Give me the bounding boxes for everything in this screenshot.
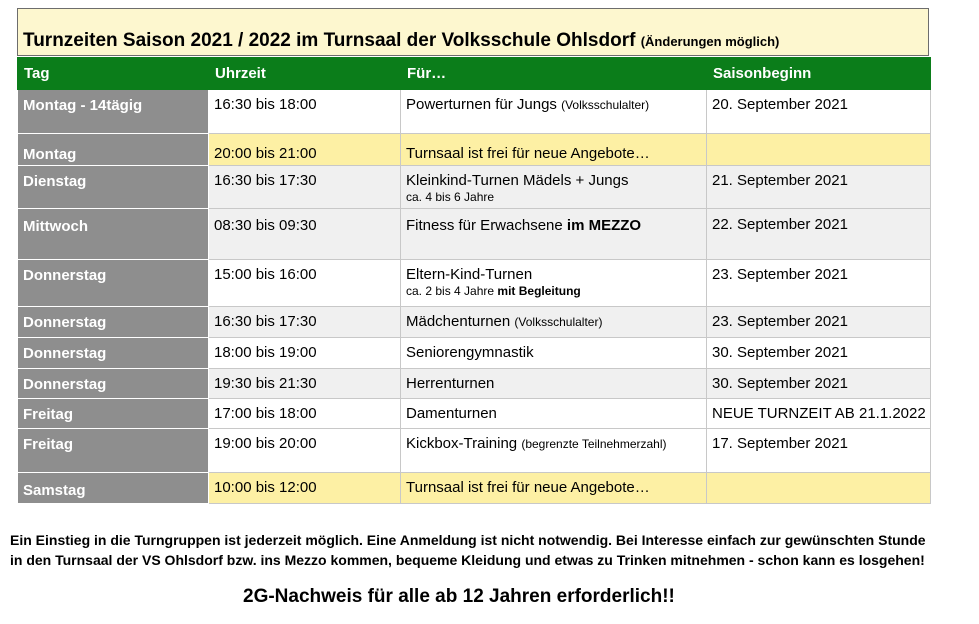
activity-cell: Turnsaal ist frei für neue Angebote… xyxy=(401,134,707,166)
activity-cell: Herrenturnen xyxy=(401,369,707,399)
start-cell: 23. September 2021 xyxy=(707,260,931,307)
activity-sub: ca. 4 bis 6 Jahre xyxy=(406,190,495,204)
activity-sub xyxy=(406,284,701,299)
title-text: Turnzeiten Saison 2021 / 2022 im Turnsaal der Volksschule Ohlsdorf xyxy=(23,30,636,51)
title-note: (Änderungen möglich) xyxy=(640,34,780,49)
activity-cell xyxy=(401,209,707,260)
activity-bold: im MEZZO xyxy=(566,217,642,234)
day-cell: Mittwoch xyxy=(18,209,209,260)
table-row xyxy=(18,260,931,307)
start-cell: 17. September 2021 xyxy=(707,429,931,473)
activity-text: Powerturnen für Jungs xyxy=(406,96,557,113)
activity-text: Mädchenturnen xyxy=(406,313,511,330)
day-cell: Montag xyxy=(18,134,209,166)
time-cell: 18:00 bis 19:00 xyxy=(209,338,401,369)
start-cell: 22. September 2021 xyxy=(707,209,931,260)
time-cell: 16:30 bis 17:30 xyxy=(209,307,401,338)
activity-text: Kleinkind-Turnen Mädels + Jungs xyxy=(406,172,629,189)
activity-cell xyxy=(401,260,707,307)
day-cell: Samstag xyxy=(18,473,209,504)
footer-line: Ein Einstieg in die Turngruppen ist jederzeit möglich. Eine Anmeldung ist nicht notwendig. Bei Interesse einfach zur gewünschten Stunde xyxy=(10,532,926,548)
day-cell: Montag - 14tägig xyxy=(18,90,209,134)
start-cell: 30. September 2021 xyxy=(707,369,931,399)
time-cell: 19:00 bis 20:00 xyxy=(209,429,401,473)
table-row xyxy=(18,473,931,504)
time-cell: 10:00 bis 12:00 xyxy=(209,473,401,504)
table-row xyxy=(18,429,931,473)
activity-text: Fitness für Erwachsene xyxy=(406,217,563,234)
start-cell: 30. September 2021 xyxy=(707,338,931,369)
activity-cell: Turnsaal ist frei für neue Angebote… xyxy=(401,473,707,504)
activity-cell xyxy=(401,429,707,473)
table-row xyxy=(18,209,931,260)
schedule-table xyxy=(17,57,931,504)
activity-cell xyxy=(401,166,707,209)
activity-cell xyxy=(401,90,707,134)
start-cell: NEUE TURNZEIT AB 21.1.2022 xyxy=(707,399,931,429)
header-row xyxy=(18,58,931,90)
footer-info xyxy=(10,530,975,570)
table-row xyxy=(18,166,931,209)
header-day: Tag xyxy=(18,58,209,90)
footer-line: in den Turnsaal der VS Ohlsdorf bzw. ins Mezzo kommen, bequeme Kleidung und etwas zu Trinken mitnehmen - schon kann es losgehen! xyxy=(10,552,925,568)
activity-cell: Damenturnen xyxy=(401,399,707,429)
table-row xyxy=(18,134,931,166)
activity-text: Kickbox-Training xyxy=(406,435,518,452)
activity-note: (begrenzte Teilnehmerzahl) xyxy=(521,437,667,451)
day-cell: Donnerstag xyxy=(18,307,209,338)
time-cell: 15:00 bis 16:00 xyxy=(209,260,401,307)
time-cell: 16:30 bis 17:30 xyxy=(209,166,401,209)
start-cell: 21. September 2021 xyxy=(707,166,931,209)
day-cell: Freitag xyxy=(18,429,209,473)
requirement-notice: 2G-Nachweis für alle ab 12 Jahren erforderlich!! xyxy=(243,586,675,607)
title-box xyxy=(17,8,929,56)
table-row xyxy=(18,307,931,338)
day-cell: Donnerstag xyxy=(18,338,209,369)
activity-text: Eltern-Kind-Turnen xyxy=(406,266,533,283)
table-row xyxy=(18,369,931,399)
time-cell: 16:30 bis 18:00 xyxy=(209,90,401,134)
header-activity: Für… xyxy=(401,58,707,90)
time-cell: 19:30 bis 21:30 xyxy=(209,369,401,399)
start-cell xyxy=(707,134,931,166)
day-cell: Dienstag xyxy=(18,166,209,209)
activity-cell xyxy=(401,307,707,338)
activity-note: (Volksschulalter) xyxy=(561,98,650,112)
table-row xyxy=(18,338,931,369)
activity-sub-bold: mit Begleitung xyxy=(497,284,581,298)
day-cell: Freitag xyxy=(18,399,209,429)
activity-sub-text: ca. 2 bis 4 Jahre xyxy=(406,284,495,298)
day-cell: Donnerstag xyxy=(18,369,209,399)
activity-note: (Volksschulalter) xyxy=(514,315,603,329)
page-title xyxy=(23,30,779,52)
table-row xyxy=(18,90,931,134)
start-cell: 23. September 2021 xyxy=(707,307,931,338)
header-time: Uhrzeit xyxy=(209,58,401,90)
header-start: Saisonbeginn xyxy=(707,58,931,90)
day-cell: Donnerstag xyxy=(18,260,209,307)
table-row xyxy=(18,399,931,429)
start-cell xyxy=(707,473,931,504)
time-cell: 17:00 bis 18:00 xyxy=(209,399,401,429)
time-cell: 20:00 bis 21:00 xyxy=(209,134,401,166)
start-cell: 20. September 2021 xyxy=(707,90,931,134)
activity-cell: Seniorengymnastik xyxy=(401,338,707,369)
time-cell: 08:30 bis 09:30 xyxy=(209,209,401,260)
